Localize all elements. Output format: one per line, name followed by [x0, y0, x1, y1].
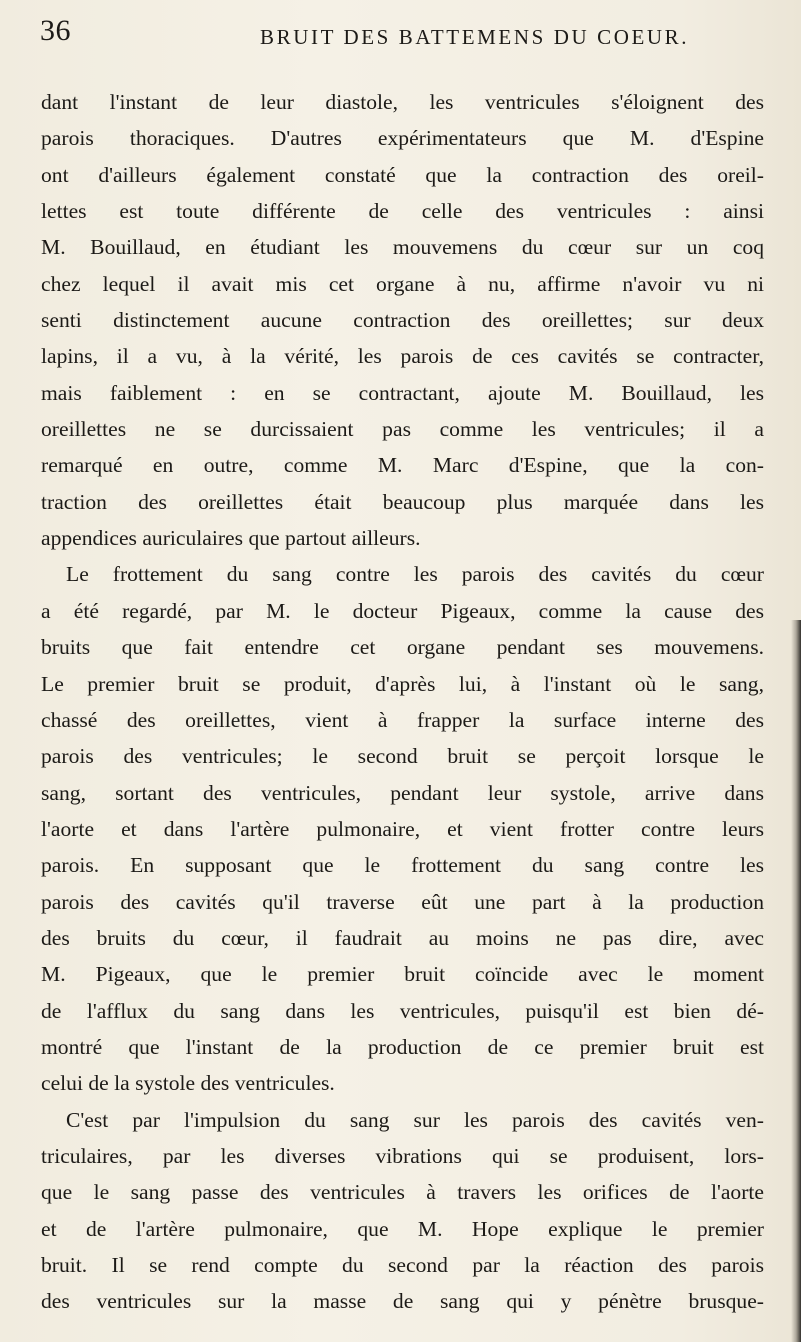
page-binding-shadow — [791, 620, 801, 1342]
text-line: sang, sortant des ventricules, pendant leur systole, arrive dans — [41, 780, 764, 805]
text-line: dant l'instant de leur diastole, les ventricules s'éloignent des — [41, 90, 764, 114]
text-line: M. Bouillaud, en étudiant les mouvemens du cœur sur un coq — [41, 235, 764, 260]
text-line: chassé des oreillettes, vient à frapper la surface interne des — [41, 707, 764, 732]
text-line: des ventricules sur la masse de sang qui y pénètre brusque- — [41, 1289, 764, 1314]
body-text — [41, 84, 764, 1320]
text-line: parois. En supposant que le frottement du sang contre les — [41, 853, 764, 878]
text-line: parois des ventricules; le second bruit se perçoit lorsque le — [41, 744, 764, 769]
text-line: que le sang passe des ventricules à travers les orifices de l'aorte — [41, 1180, 764, 1205]
text-line: bruits que fait entendre cet organe pendant ses mouvemens. — [41, 635, 764, 660]
text-line: a été regardé, par M. le docteur Pigeaux, comme la cause des — [41, 598, 764, 623]
paragraph-start-line: C'est par l'impulsion du sang sur les parois des cavités ven- — [66, 1107, 764, 1132]
text-line: triculaires, par les diverses vibrations qui se produisent, lors- — [41, 1143, 764, 1168]
text-line: remarqué en outre, comme M. Marc d'Espine, que la con- — [41, 453, 764, 478]
text-line: mais faiblement : en se contractant, ajoute M. Bouillaud, les — [41, 380, 764, 405]
text-line: senti distinctement aucune contraction des oreillettes; sur deux — [41, 308, 764, 333]
text-line: et de l'artère pulmonaire, que M. Hope explique le premier — [41, 1216, 764, 1241]
text-line: parois des cavités qu'il traverse eût une part à la production — [41, 889, 764, 914]
text-line: l'aorte et dans l'artère pulmonaire, et vient frotter contre leurs — [41, 816, 764, 841]
page-header — [28, 14, 778, 54]
page-number: 36 — [40, 14, 71, 47]
running-title: BRUIT DES BATTEMENS DU COEUR. — [260, 25, 690, 49]
text-line: des bruits du cœur, il faudrait au moins ne pas dire, avec — [41, 925, 764, 950]
text-line: bruit. Il se rend compte du second par la réaction des parois — [41, 1253, 764, 1277]
text-line: celui de la systole des ventricules. — [41, 1071, 335, 1096]
text-line: montré que l'instant de la production de ce premier bruit est — [41, 1034, 764, 1059]
text-line: chez lequel il avait mis cet organe à nu, affirme n'avoir vu ni — [41, 271, 764, 296]
text-line: oreillettes ne se durcissaient pas comme les ventricules; il a — [41, 417, 764, 442]
text-line: M. Pigeaux, que le premier bruit coïncide avec le moment — [41, 962, 764, 987]
text-line: appendices auriculaires que partout ailleurs. — [41, 526, 421, 551]
text-line: Le premier bruit se produit, d'après lui, à l'instant où le sang, — [41, 671, 764, 696]
paragraph-start-line: Le frottement du sang contre les parois des cavités du cœur — [66, 562, 764, 587]
text-line: de l'afflux du sang dans les ventricules, puisqu'il est bien dé- — [41, 998, 764, 1023]
text-line: traction des oreillettes était beaucoup plus marquée dans les — [41, 489, 764, 514]
text-line: ont d'ailleurs également constaté que la contraction des oreil- — [41, 162, 764, 187]
text-line: parois thoraciques. D'autres expérimentateurs que M. d'Espine — [41, 126, 764, 151]
text-line: lapins, il a vu, à la vérité, les parois de ces cavités se contracter, — [41, 344, 764, 369]
text-line: lettes est toute différente de celle des ventricules : ainsi — [41, 199, 764, 224]
